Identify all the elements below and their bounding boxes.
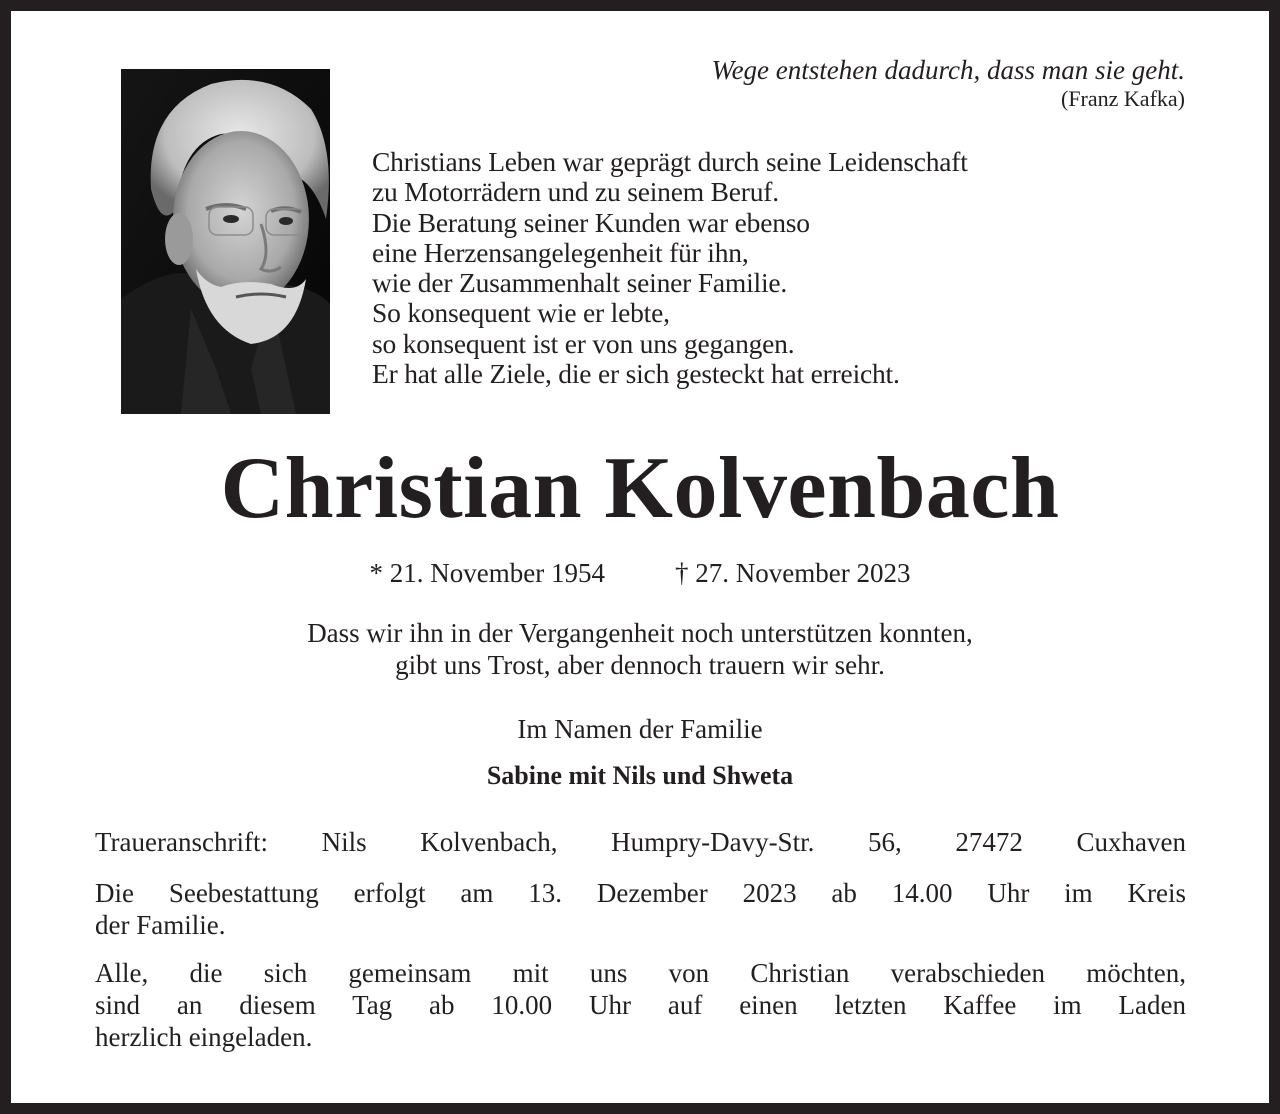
invite-line: sind an diesem Tag ab 10.00 Uhr auf einen letzten Kaffee im Laden (95, 990, 1186, 1020)
invite-line: herzlich eingeladen. (95, 1022, 313, 1052)
intro-line: so konsequent ist er von uns gegangen. (372, 327, 795, 359)
intro-line: Er hat alle Ziele, die er sich gesteckt hat erreicht. (372, 358, 900, 390)
family-names: Sabine mit Nils und Shweta (486, 761, 794, 790)
portrait-photo (121, 69, 330, 414)
death-date: † 27. November 2023 (675, 558, 911, 588)
intro-line: Die Beratung seiner Kunden war ebenso (372, 206, 810, 238)
burial-line: Die Seebestattung erfolgt am 13. Dezember 2023 ab 14.00 Uhr im Kreis (95, 878, 1186, 908)
invitation-info (95, 957, 1186, 1053)
mourning-address: Traueranschrift: Nils Kolvenbach, Humpry-Davy-Str. 56, 27472 Cuxhaven (95, 827, 1186, 857)
burial-line: der Familie. (95, 910, 226, 940)
condolence-text (11, 617, 1269, 681)
intro-line: wie der Zusammenhalt seiner Familie. (372, 267, 788, 299)
deceased-name: Christian Kolvenbach (220, 440, 1060, 537)
invite-line: Alle, die sich gemeinsam mit uns von Christian verabschieden möchten, (95, 958, 1186, 988)
intro-line: zu Motorrädern und zu seinem Beruf. (372, 176, 779, 208)
quote (712, 55, 1185, 113)
family-intro: Im Namen der Familie (517, 714, 763, 744)
birth-date: * 21. November 1954 (369, 558, 605, 588)
condolence-line: gibt uns Trost, aber dennoch trauern wir sehr. (395, 650, 885, 680)
intro-line: So konsequent wie er lebte, (372, 297, 670, 329)
quote-author: (Franz Kafka) (1061, 86, 1185, 111)
life-dates (11, 556, 1269, 590)
obituary-notice (11, 11, 1269, 1103)
intro-line: eine Herzensangelegenheit für ihn, (372, 236, 749, 268)
intro-line: Christians Leben war geprägt durch seine Leidenschaft (372, 146, 968, 177)
quote-text: Wege entstehen dadurch, dass man sie geht. (711, 55, 1185, 85)
condolence-line: Dass wir ihn in der Vergangenheit noch unterstützen konnten, (307, 618, 973, 648)
portrait-image (121, 69, 330, 414)
intro-text (372, 147, 968, 389)
burial-info (95, 877, 1186, 941)
